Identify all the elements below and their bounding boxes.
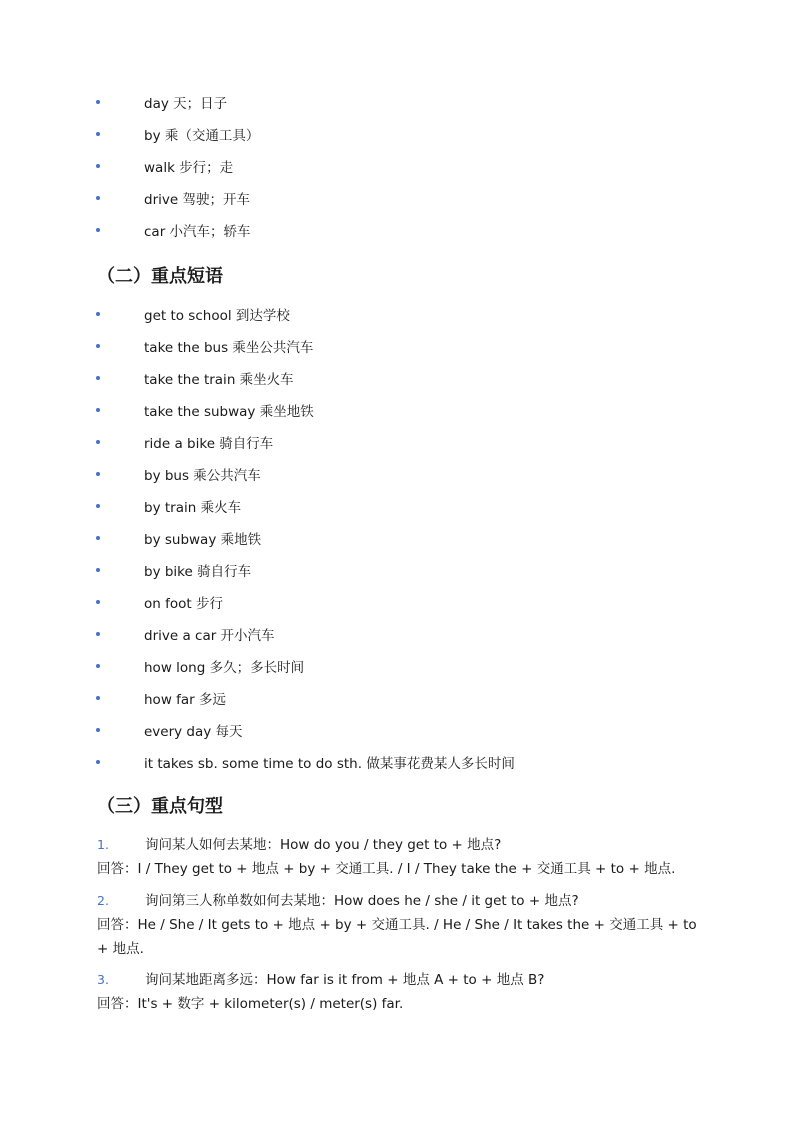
- sentence-question: 询问第三人称单数如何去某地：How does he / she / it get to + 地点?: [145, 893, 579, 909]
- bullet-icon: [96, 472, 100, 476]
- list-item: [0, 94, 794, 126]
- list-item: [0, 594, 794, 626]
- list-item: [0, 626, 794, 658]
- list-item: [0, 434, 794, 466]
- sentence-question: 询问某人如何去某地：How do you / they get to + 地点?: [145, 837, 502, 853]
- bullet-icon: [96, 440, 100, 444]
- phrase-item-text: drive a car 开小汽车: [144, 628, 275, 644]
- sentence-number: 3.: [97, 972, 109, 987]
- phrase-item-text: take the train 乘坐火车: [144, 372, 294, 388]
- list-item: [0, 126, 794, 158]
- bullet-icon: [96, 696, 100, 700]
- bullet-icon: [96, 344, 100, 348]
- list-item: [0, 306, 794, 338]
- sentences-heading: （三）重点句型: [97, 796, 223, 817]
- bullet-icon: [96, 728, 100, 732]
- phrase-item-text: get to school 到达学校: [144, 308, 290, 324]
- vocabulary-list: [0, 94, 794, 254]
- phrases-heading: （二）重点短语: [97, 266, 223, 287]
- phrase-item-text: take the subway 乘坐地铁: [144, 404, 314, 420]
- list-item: [0, 158, 794, 190]
- list-item: [0, 402, 794, 434]
- phrase-item-text: by train 乘火车: [144, 500, 242, 516]
- vocabulary-item-text: drive 驾驶；开车: [144, 192, 250, 208]
- list-item: [0, 370, 794, 402]
- sentence-question: 询问某地距离多远：How far is it from + 地点 A + to + 地点 B?: [145, 972, 545, 988]
- sentence-question-row: [97, 968, 707, 992]
- phrases-list: [0, 306, 794, 786]
- phrase-item-text: every day 每天: [144, 724, 243, 740]
- bullet-icon: [96, 536, 100, 540]
- bullet-icon: [96, 376, 100, 380]
- phrase-item-text: it takes sb. some time to do sth. 做某事花费某人多长时间: [144, 756, 515, 772]
- phrase-item-text: by bus 乘公共汽车: [144, 468, 261, 484]
- bullet-icon: [96, 632, 100, 636]
- sentence-question-row: [97, 889, 707, 913]
- bullet-icon: [96, 312, 100, 316]
- list-item: [0, 562, 794, 594]
- sentence-answer: 回答：It's + 数字 + kilometer(s) / meter(s) far.: [97, 996, 404, 1012]
- sentence-answer: 回答：I / They get to + 地点 + by + 交通工具. / I / They take the + 交通工具 + to + 地点.: [97, 861, 676, 877]
- vocabulary-item-text: walk 步行；走: [144, 160, 234, 176]
- sentence-question-row: [97, 833, 707, 857]
- list-item: [0, 690, 794, 722]
- bullet-icon: [96, 568, 100, 572]
- list-item: [0, 190, 794, 222]
- list-item: [0, 658, 794, 690]
- list-item: [0, 498, 794, 530]
- bullet-icon: [96, 196, 100, 200]
- sentence-answer: 回答：He / She / It gets to + 地点 + by + 交通工具. / He / She / It takes the + 交通工具 + to + 地点.: [97, 917, 697, 957]
- list-item: [0, 754, 794, 786]
- list-item: [0, 722, 794, 754]
- phrase-item-text: by subway 乘地铁: [144, 532, 262, 548]
- bullet-icon: [96, 164, 100, 168]
- vocabulary-item-text: by 乘（交通工具）: [144, 128, 260, 144]
- phrase-item-text: how long 多久；多长时间: [144, 660, 305, 676]
- sentence-number: 2.: [97, 893, 109, 908]
- list-item: [0, 338, 794, 370]
- bullet-icon: [96, 228, 100, 232]
- list-item: [0, 222, 794, 254]
- sentence-pattern-1: [97, 833, 707, 881]
- sentence-pattern-2: [97, 889, 707, 961]
- vocabulary-item-text: car 小汽车；轿车: [144, 224, 251, 240]
- bullet-icon: [96, 132, 100, 136]
- phrase-item-text: by bike 骑自行车: [144, 564, 252, 580]
- bullet-icon: [96, 504, 100, 508]
- bullet-icon: [96, 664, 100, 668]
- phrase-item-text: how far 多远: [144, 692, 227, 708]
- bullet-icon: [96, 408, 100, 412]
- list-item: [0, 466, 794, 498]
- bullet-icon: [96, 760, 100, 764]
- phrase-item-text: take the bus 乘坐公共汽车: [144, 340, 314, 356]
- phrase-item-text: on foot 步行: [144, 596, 223, 612]
- list-item: [0, 530, 794, 562]
- sentence-number: 1.: [97, 837, 109, 852]
- vocabulary-item-text: day 天；日子: [144, 96, 228, 112]
- sentence-pattern-3: [97, 968, 707, 1016]
- phrase-item-text: ride a bike 骑自行车: [144, 436, 274, 452]
- bullet-icon: [96, 100, 100, 104]
- bullet-icon: [96, 600, 100, 604]
